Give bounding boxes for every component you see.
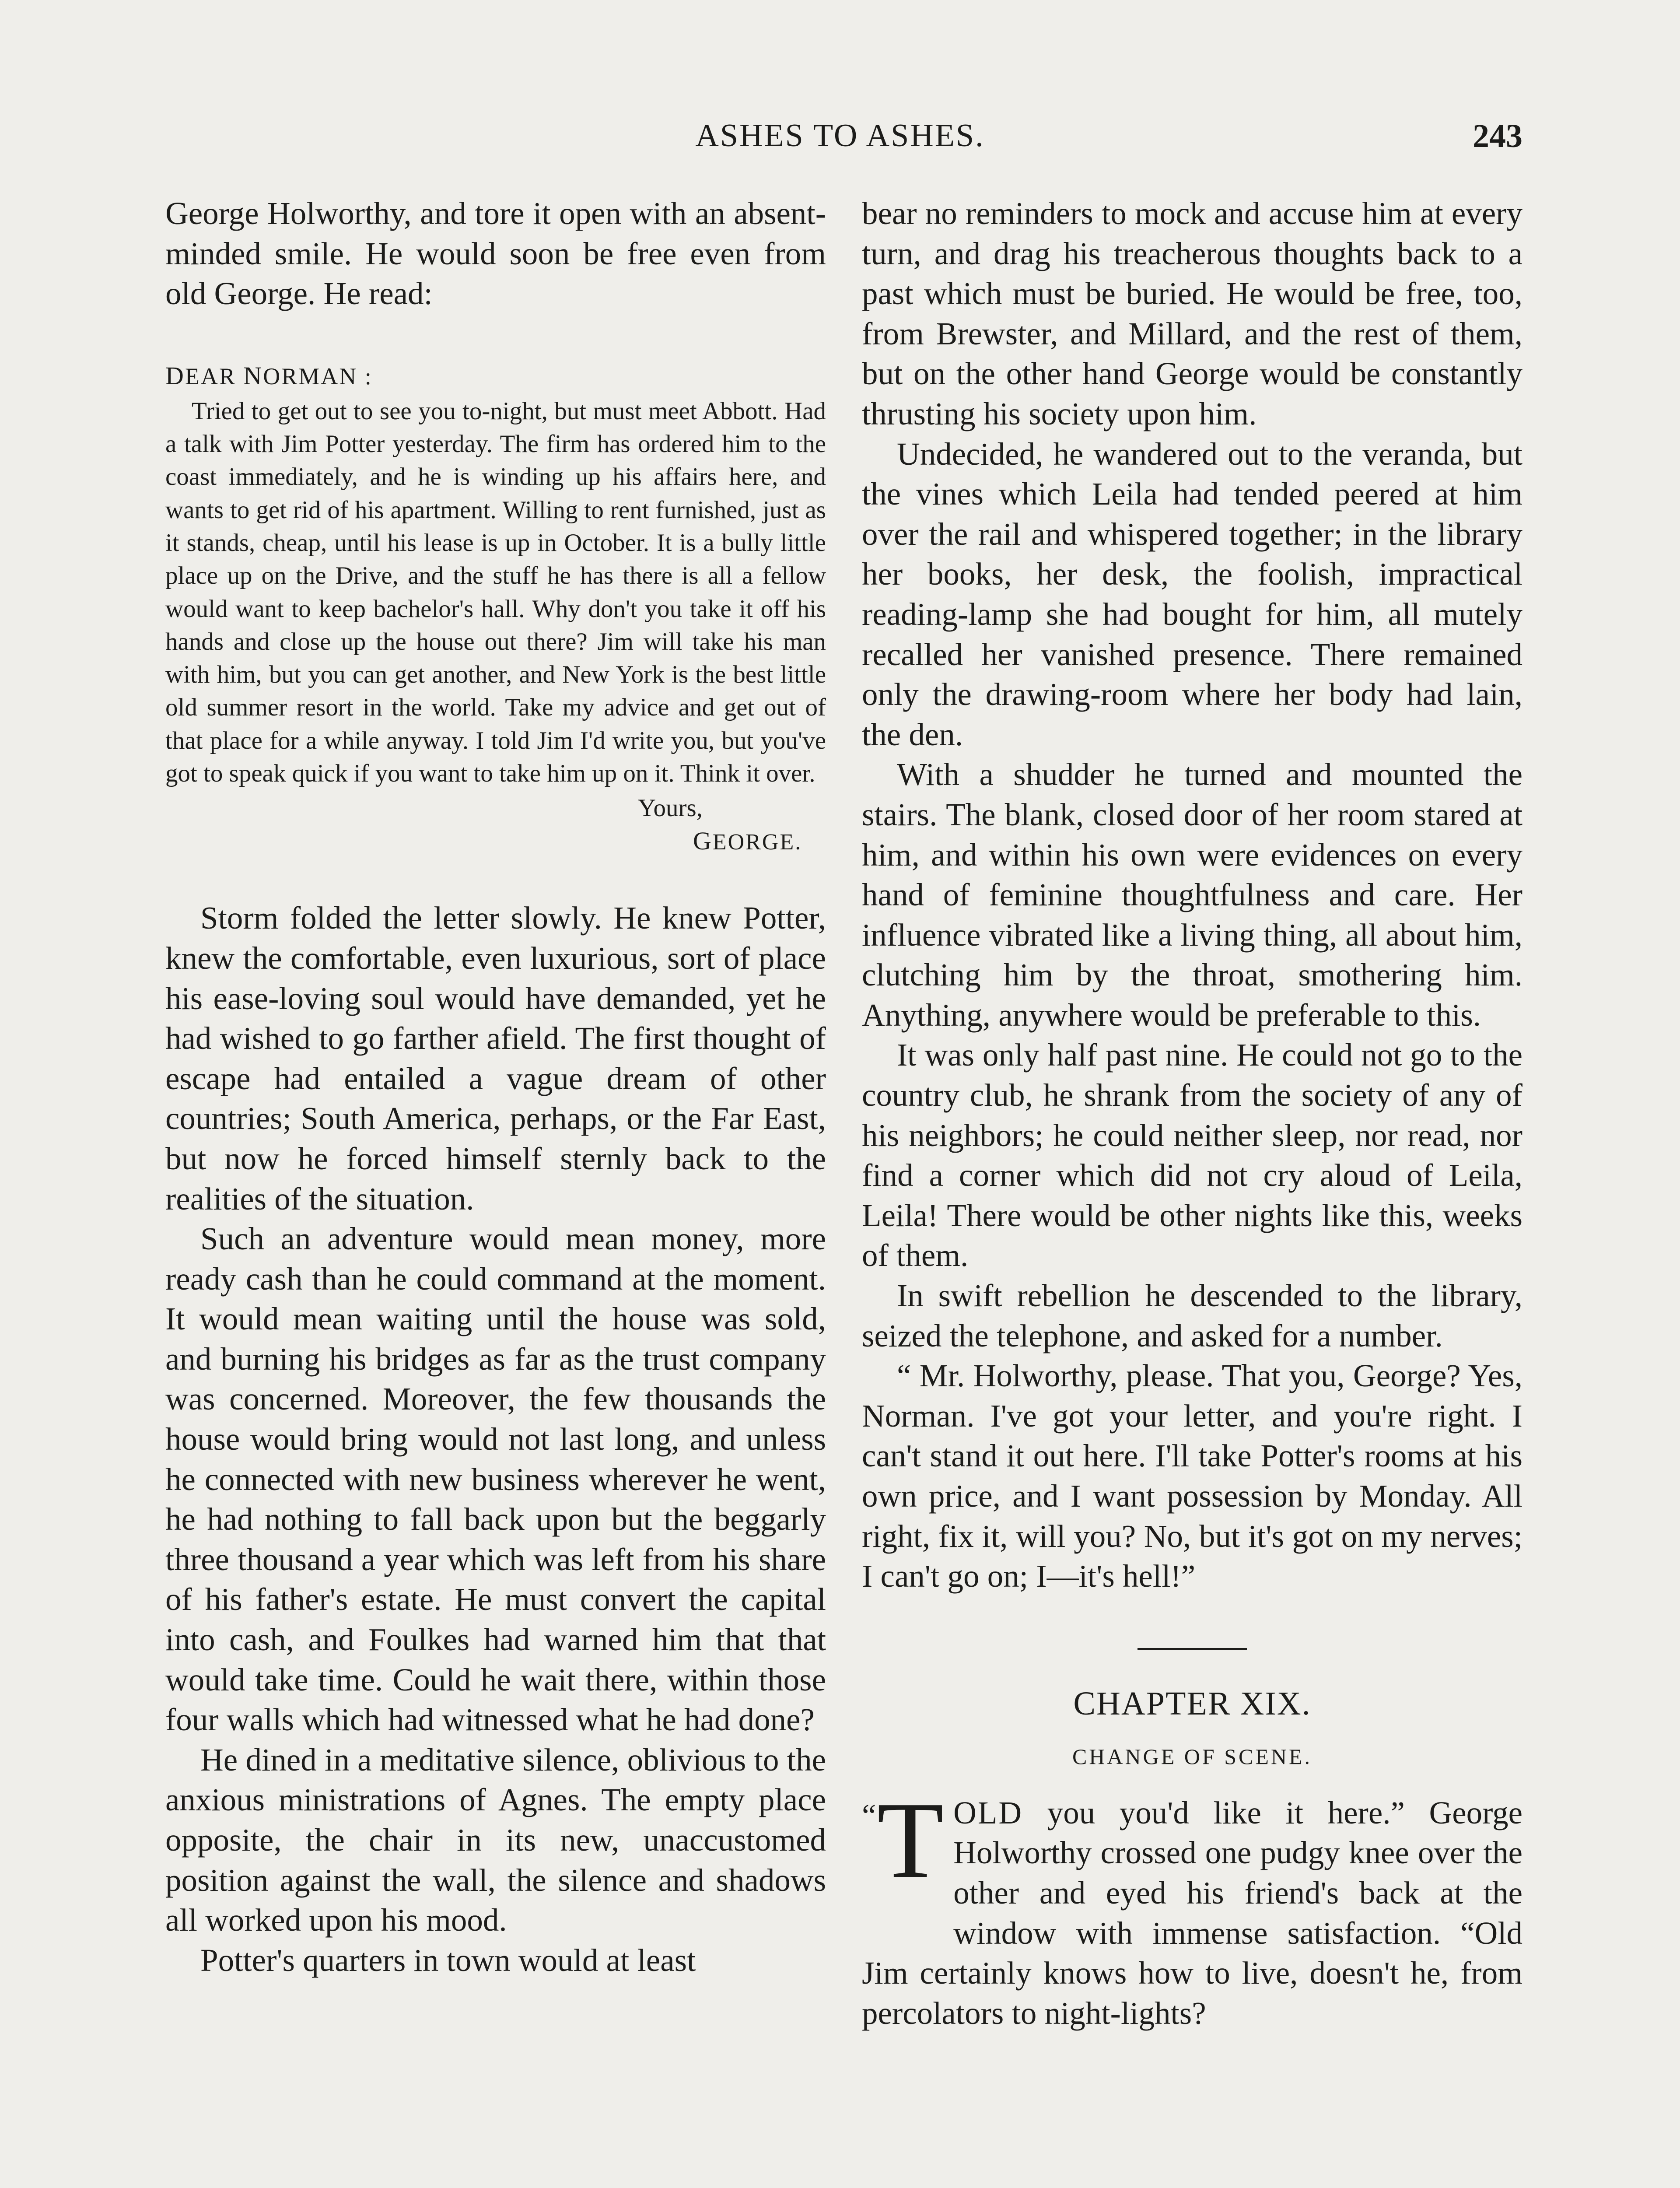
chapter-divider-rule xyxy=(1138,1648,1247,1650)
salutation-part: EAR xyxy=(185,363,244,389)
paragraph: “ Mr. Holworthy, please. That you, George? Yes, Norman. I've got your letter, and you're right. I can't stand it out here. I'll take Potter's rooms at his own price, and I want possession by Monday. All right, fix it, will you? No, but it's got on my nerves; I can't go on; I—it's hell!” xyxy=(862,1358,1522,1594)
paragraph: Potter's quarters in town would at least xyxy=(200,1942,696,1978)
salutation-initial-n: N xyxy=(243,361,263,390)
letter-salutation xyxy=(165,361,826,390)
paragraph: Such an adventure would mean money, more ready cash than he could command at the moment. It would mean waiting until the house was sold, and burning his bridges as far as the trust company was concerned. Moreover, the few thousands the house would bring would not last long, and unless he connected with new business wherever he went, he had nothing to fall back upon but the beggarly three thousand a year which was left from his share of his father's estate. He must convert the capital into cash, and Foulkes had warned him that that would take time. Could he wait there, within those four walls which had witnessed what he had done? xyxy=(165,1221,826,1738)
signature-initial: G xyxy=(693,827,713,856)
opening-text: you you'd like it here.” George Holworthy crossed one pudgy knee over the other and eyed his friend's back at the window with immense satisfaction. “Old Jim certainly knows how to live, doesn't he, from percolators to night-lights? xyxy=(862,1795,1522,2031)
chapter-subtitle: CHANGE OF SCENE. xyxy=(1072,1744,1312,1769)
opening-first-word: OLD xyxy=(953,1795,1023,1830)
page-number: 243 xyxy=(1473,118,1522,154)
chapter-title: CHAPTER XIX. xyxy=(1073,1685,1311,1722)
dropcap-block xyxy=(862,1779,944,1914)
running-title: ASHES TO ASHES. xyxy=(695,118,985,154)
paragraph: He dined in a meditative silence, oblivious to the anxious ministrations of Agnes. The empty place opposite, the chair in its new, unaccustomed position against the wall, the silence and shadows all worked upon his mood. xyxy=(165,1742,826,1938)
chapter-opening-paragraph xyxy=(862,1779,1522,2034)
salutation-part: ORMAN : xyxy=(263,363,373,389)
letter-body: Tried to get out to see you to-night, but must meet Abbott. Had a talk with Jim Potter yesterday. The firm has ordered him to the coast immediately, and he is winding up his affairs here, and wants to get rid of his apartment. Willing to rent furnished, just as it stands, cheap, until his lease is up in October. It is a bully little place up on the Drive, and the stuff he has there is all a fellow would want to keep bachelor's hall. Why don't you take it off his hands and close up the house out there? Jim will take his man with him, but you can get another, and New York is the best little old summer resort in the world. Take my advice and get out of that place for a while anyway. I told Jim I'd write you, but you've got to speak quick if you want to take him up on it. Think it over. xyxy=(165,397,826,788)
letter xyxy=(165,361,826,859)
paragraph: George Holworthy, and tore it open with an absent-minded smile. He would soon be free even from old George. He read: xyxy=(165,196,826,312)
opening-quote-mark: “ xyxy=(862,1797,876,1833)
letter-closing: Yours, xyxy=(638,794,703,822)
page-header xyxy=(0,117,1680,165)
signature-rest: EORGE. xyxy=(712,830,802,855)
paragraph: In swift rebellion he descended to the library, seized the telephone, and asked for a number. xyxy=(862,1278,1522,1353)
paragraph: Undecided, he wandered out to the veranda, but the vines which Leila had tended peered at him over the rail and whispered together; in the library her books, her desk, the foolish, impractical reading-lamp she had bought for him, all mutely recalled her vanished presence. There remained only the drawing-room where her body had lain, the den. xyxy=(862,436,1522,752)
letter-signature xyxy=(693,824,826,859)
paragraph: With a shudder he turned and mounted the stairs. The blank, closed door of her room stared at him, and within his own were evidences on every hand of feminine thoughtfulness and care. Her influence vibrated like a living thing, all about him, clutching him by the throat, smothering him. Anything, anywhere would be preferable to this. xyxy=(862,757,1522,1033)
paragraph: It was only half past nine. He could not go to the country club, he shrank from the society of any of his neighbors; he could neither sleep, nor read, nor find a corner which did not cry aloud of Leila, Leila! There would be other nights like this, weeks of them. xyxy=(862,1037,1522,1273)
drop-cap-letter: T xyxy=(877,1779,944,1901)
paragraph: Storm folded the letter slowly. He knew Potter, knew the comfortable, even luxurious, sort of place his ease-loving soul would have demanded, yet he had wished to go farther afield. The first thought of escape had entailed a vague dream of other countries; South America, perhaps, or the Far East, but now he forced himself sternly back to the realities of the situation. xyxy=(165,900,826,1217)
paragraph: bear no reminders to mock and accuse him at every turn, and drag his treacherous thoughts back to a past which must be buried. He would be free, too, from Brewster, and Millard, and the rest of them, but on the other hand George would be constantly thrusting his society upon him. xyxy=(862,196,1522,431)
salutation-initial-d: D xyxy=(165,361,185,390)
right-column xyxy=(862,193,1522,2033)
left-column xyxy=(165,193,826,1980)
